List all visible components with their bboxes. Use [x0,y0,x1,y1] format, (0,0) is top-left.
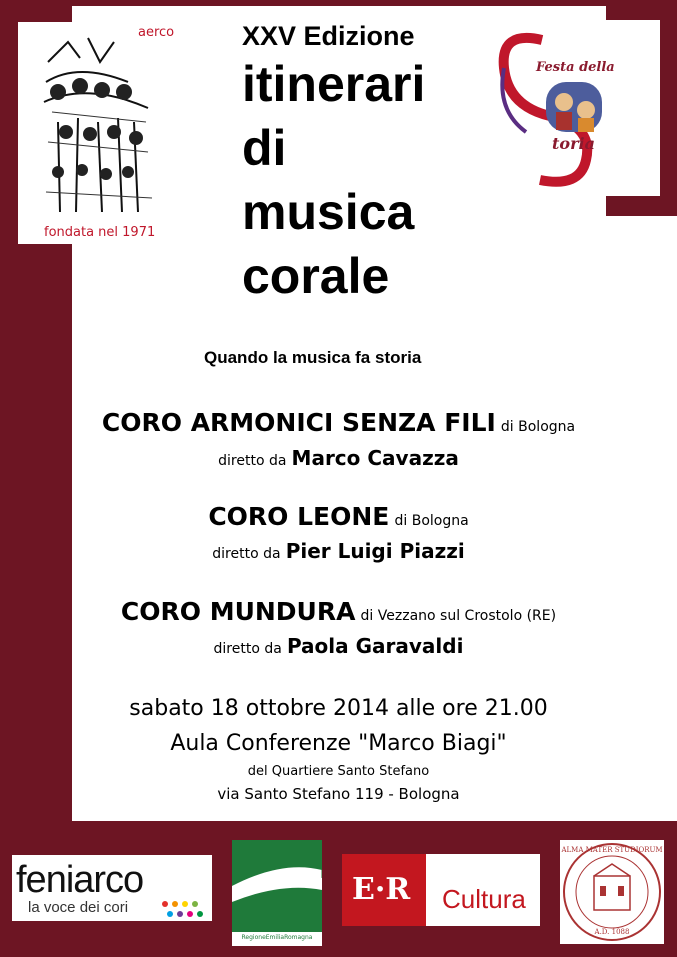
unibo-seal-top: ALMA MATER STUDIORUM [561,846,663,854]
aerco-illustration [18,22,175,244]
director-name: Marco Cavazza [291,446,459,470]
choir-1-director [0,446,677,470]
title-line: corale [242,248,390,304]
festa-title: Festa della [536,60,615,75]
aerco-name: aerco [138,25,175,40]
event-address: via Santo Stefano 119 - Bologna [217,785,460,803]
director-label: diretto da [212,546,281,562]
er-cultura-word: Cultura [442,884,526,914]
festa-s-emblem [490,20,660,196]
feniarco-logo [12,855,212,921]
event-district: del Quartiere Santo Stefano [247,764,430,779]
choir-place: di Vezzano sul Crostolo (RE) [360,608,557,624]
er-cultura-logo [342,854,540,926]
aerco-founded: fondata nel 1971 [44,225,156,240]
unibo-seal-bottom: A.D. 1088 [594,928,630,936]
choir-name: CORO LEONE [208,502,390,531]
choir-place: di Bologna [500,419,576,435]
region-caption: RegioneEmiliaRomagna [241,934,313,941]
director-label: diretto da [218,453,287,469]
headline-block [242,20,425,308]
festa-storia: toria [552,134,595,153]
choir-place: di Bologna [394,513,469,529]
choir-2 [0,502,677,531]
subtitle: Quando la musica fa storia [204,348,422,367]
unibo-seal-logo [560,840,664,944]
title-line: di [242,120,287,176]
er-mark: E·R [352,872,411,907]
choir-3 [0,597,677,626]
edition-label: XXV Edizione [242,21,415,51]
region-flag-icon [232,840,322,932]
event-venue: Aula Conferenze "Marco Biagi" [170,731,507,756]
choir-2-director [0,539,677,563]
event-date: sabato 18 ottobre 2014 alle ore 21.00 [129,696,548,721]
title-line: musica [242,184,415,240]
choir-1 [0,408,677,437]
title-line: itinerari [242,56,426,112]
director-name: Paola Garavaldi [286,634,464,658]
director-label: diretto da [213,641,282,657]
feniarco-name: feniarco [16,859,144,901]
er-mark-box [342,854,426,926]
choir-3-director [0,634,677,658]
regione-emilia-romagna-logo [232,840,322,946]
choir-name: CORO ARMONICI SENZA FILI [101,408,496,437]
feniarco-tagline: la voce dei cori [28,899,129,916]
director-name: Pier Luigi Piazzi [285,539,465,563]
aerco-logo [18,22,175,244]
festa-della-storia-logo [490,20,660,196]
choir-name: CORO MUNDURA [120,597,356,626]
